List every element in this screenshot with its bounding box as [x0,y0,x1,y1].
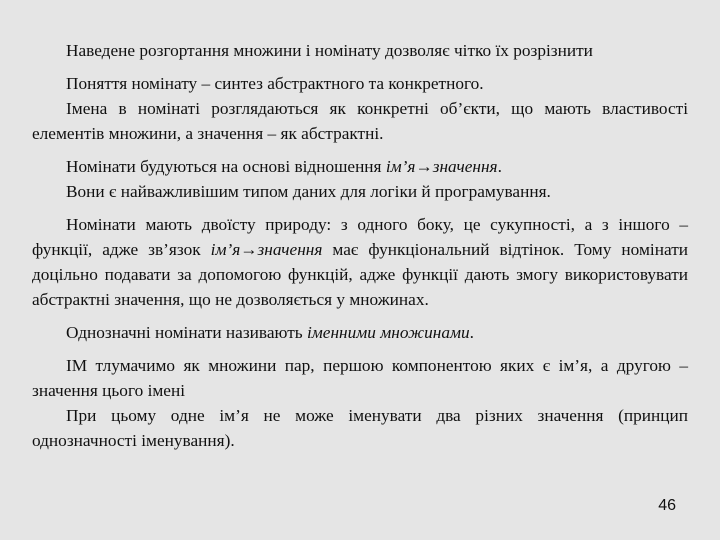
page-number: 46 [658,497,676,514]
paragraph-7-text: Однозначні номінати називають [66,323,307,342]
paragraph-6-end: має функціональний відтінок. Тому номінати доцільно подавати за допомогою функцій, адже функції дають змогу використовувати абстрактні значення, що не дозволяється у множинах. [32,240,688,309]
paragraph-7-end: . [469,323,474,342]
paragraph-4-end: . [497,157,502,176]
paragraph-4 [32,154,688,179]
paragraph-6-text: Номінати мають двоїсту природу: з одного боку, це сукупності, а з іншого – функції, адже зв’язок [32,215,688,259]
paragraph-5-text: Вони є найважливішим типом даних для логіки й програмування. [66,182,551,201]
paragraph-5 [32,179,688,204]
slide-body [32,38,688,453]
name-value-relation-term: ім’я→значення [385,157,498,176]
paragraph-9 [32,403,688,453]
paragraph-1-text: Наведене розгортання множини і номінату дозволяє чітко їх розрізнити [66,41,593,60]
paragraph-8-text: ІМ тлумачимо як множини пар, першою компонентою яких є ім’я, а другою – значення цього імені [32,356,688,400]
named-sets-term: іменними множинами [306,323,470,342]
paragraph-8 [32,353,688,403]
paragraph-4-text: Номінати будуються на основі відношення [66,157,386,176]
paragraph-2-text: Поняття номінату – синтез абстрактного та конкретного. [66,74,484,93]
paragraph-9-text: При цьому одне ім’я не може іменувати два різних значення (принцип однозначності іменування). [32,406,688,450]
paragraph-3-text: Імена в номінаті розглядаються як конкретні об’єкти, що мають властивості елементів множини, а значення – як абстрактні. [32,99,688,143]
paragraph-6 [32,212,688,312]
name-value-link-term: ім’я→значення [210,240,323,259]
paragraph-3 [32,96,688,146]
paragraph-2 [32,71,688,96]
paragraph-1 [32,38,688,63]
paragraph-7 [32,320,688,345]
